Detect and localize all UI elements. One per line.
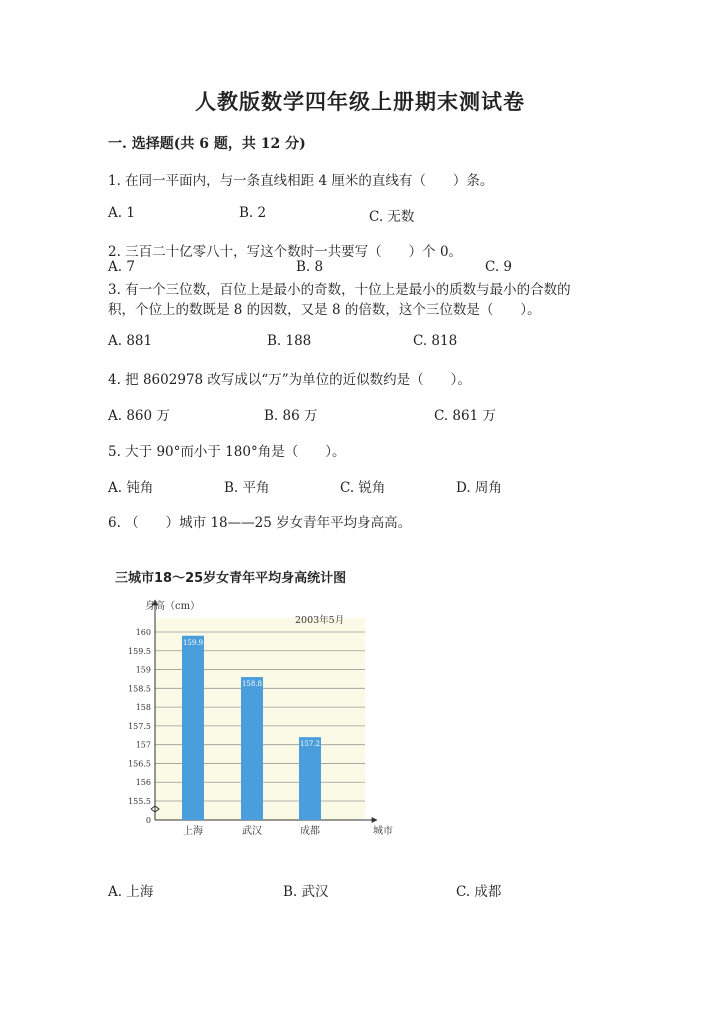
chart-ytick-label: 160 <box>135 628 151 637</box>
question-1: 1. 在同一平面内，与一条直线相距 4 厘米的直线有（ ）条。 <box>108 173 494 189</box>
chart-bar <box>299 737 321 820</box>
chart-ytick-label: 0 <box>145 816 151 825</box>
chart-xtick-label: 上海 <box>183 826 203 837</box>
chart-bar <box>182 636 204 820</box>
q4-option-b[interactable]: B. 86 万 <box>264 408 318 424</box>
chart-annotation: 2003年5月 <box>295 615 345 626</box>
q1-option-b[interactable]: B. 2 <box>239 205 267 221</box>
question-5: 5. 大于 90°而小于 180°角是（ ）。 <box>108 444 346 460</box>
chart-ytick-label: 158 <box>135 703 151 713</box>
chart-xtick-label: 成都 <box>300 826 320 837</box>
chart-ylabel: 身高（cm） <box>145 601 201 612</box>
chart-ytick-label: 157 <box>135 740 151 750</box>
chart-ytick-label: 156 <box>135 778 151 788</box>
chart-ytick-label: 158.5 <box>128 684 151 694</box>
q4-option-a[interactable]: A. 860 万 <box>108 408 170 424</box>
chart-title: 三城市18～25岁女青年平均身高统计图 <box>115 571 347 586</box>
question-3-line-1: 3. 有一个三位数，百位上是最小的奇数，十位上是最小的质数与最小的合数的 <box>108 282 571 298</box>
q5-option-b[interactable]: B. 平角 <box>224 480 270 496</box>
chart-ytick-label: 157.5 <box>128 721 151 731</box>
page-title: 人教版数学四年级上册期末测试卷 <box>195 89 525 114</box>
chart-bar-value-label: 157.2 <box>299 740 321 749</box>
q3-option-b[interactable]: B. 188 <box>267 333 312 349</box>
chart-xtick-label: 武汉 <box>242 826 262 837</box>
q3-option-c[interactable]: C. 818 <box>413 333 458 349</box>
height-bar-chart <box>100 585 400 850</box>
q5-option-c[interactable]: C. 锐角 <box>340 480 386 496</box>
q4-option-c[interactable]: C. 861 万 <box>434 408 496 424</box>
section-heading: 一. 选择题(共 6 题，共 12 分) <box>108 136 306 152</box>
q6-option-a[interactable]: A. 上海 <box>108 884 154 900</box>
chart-bar-value-label: 158.8 <box>241 680 263 689</box>
chart-xlabel: 城市 <box>373 826 393 837</box>
q2-option-a[interactable]: A. 7 <box>108 259 135 275</box>
chart-ytick-label: 155.5 <box>128 797 151 806</box>
chart-bar <box>241 677 263 820</box>
question-4: 4. 把 8602978 改写成以“万”为单位的近似数约是（ ）。 <box>108 372 471 388</box>
q2-option-c[interactable]: C. 9 <box>485 259 513 275</box>
chart-ytick-label: 159.5 <box>128 646 151 656</box>
q6-option-c[interactable]: C. 成都 <box>456 884 502 900</box>
chart-ytick-label: 156.5 <box>128 759 151 769</box>
q5-option-d[interactable]: D. 周角 <box>456 480 502 496</box>
question-2: 2. 三百二十亿零八十，写这个数时一共要写（ ）个 0。 <box>108 244 463 260</box>
q5-option-a[interactable]: A. 钝角 <box>108 480 154 496</box>
q3-option-a[interactable]: A. 881 <box>108 333 153 349</box>
q2-option-b[interactable]: B. 8 <box>296 259 324 275</box>
q1-option-a[interactable]: A. 1 <box>108 205 135 221</box>
question-3-line-2: 积，个位上的数既是 8 的因数，又是 8 的倍数，这个三位数是（ ）。 <box>108 302 541 318</box>
q1-option-c[interactable]: C. 无数 <box>369 209 415 225</box>
q6-option-b[interactable]: B. 武汉 <box>283 884 329 900</box>
question-6: 6. （ ）城市 18——25 岁女青年平均身高高。 <box>108 515 412 531</box>
chart-ytick-label: 159 <box>135 665 151 675</box>
chart-bar-value-label: 159.9 <box>182 638 204 647</box>
